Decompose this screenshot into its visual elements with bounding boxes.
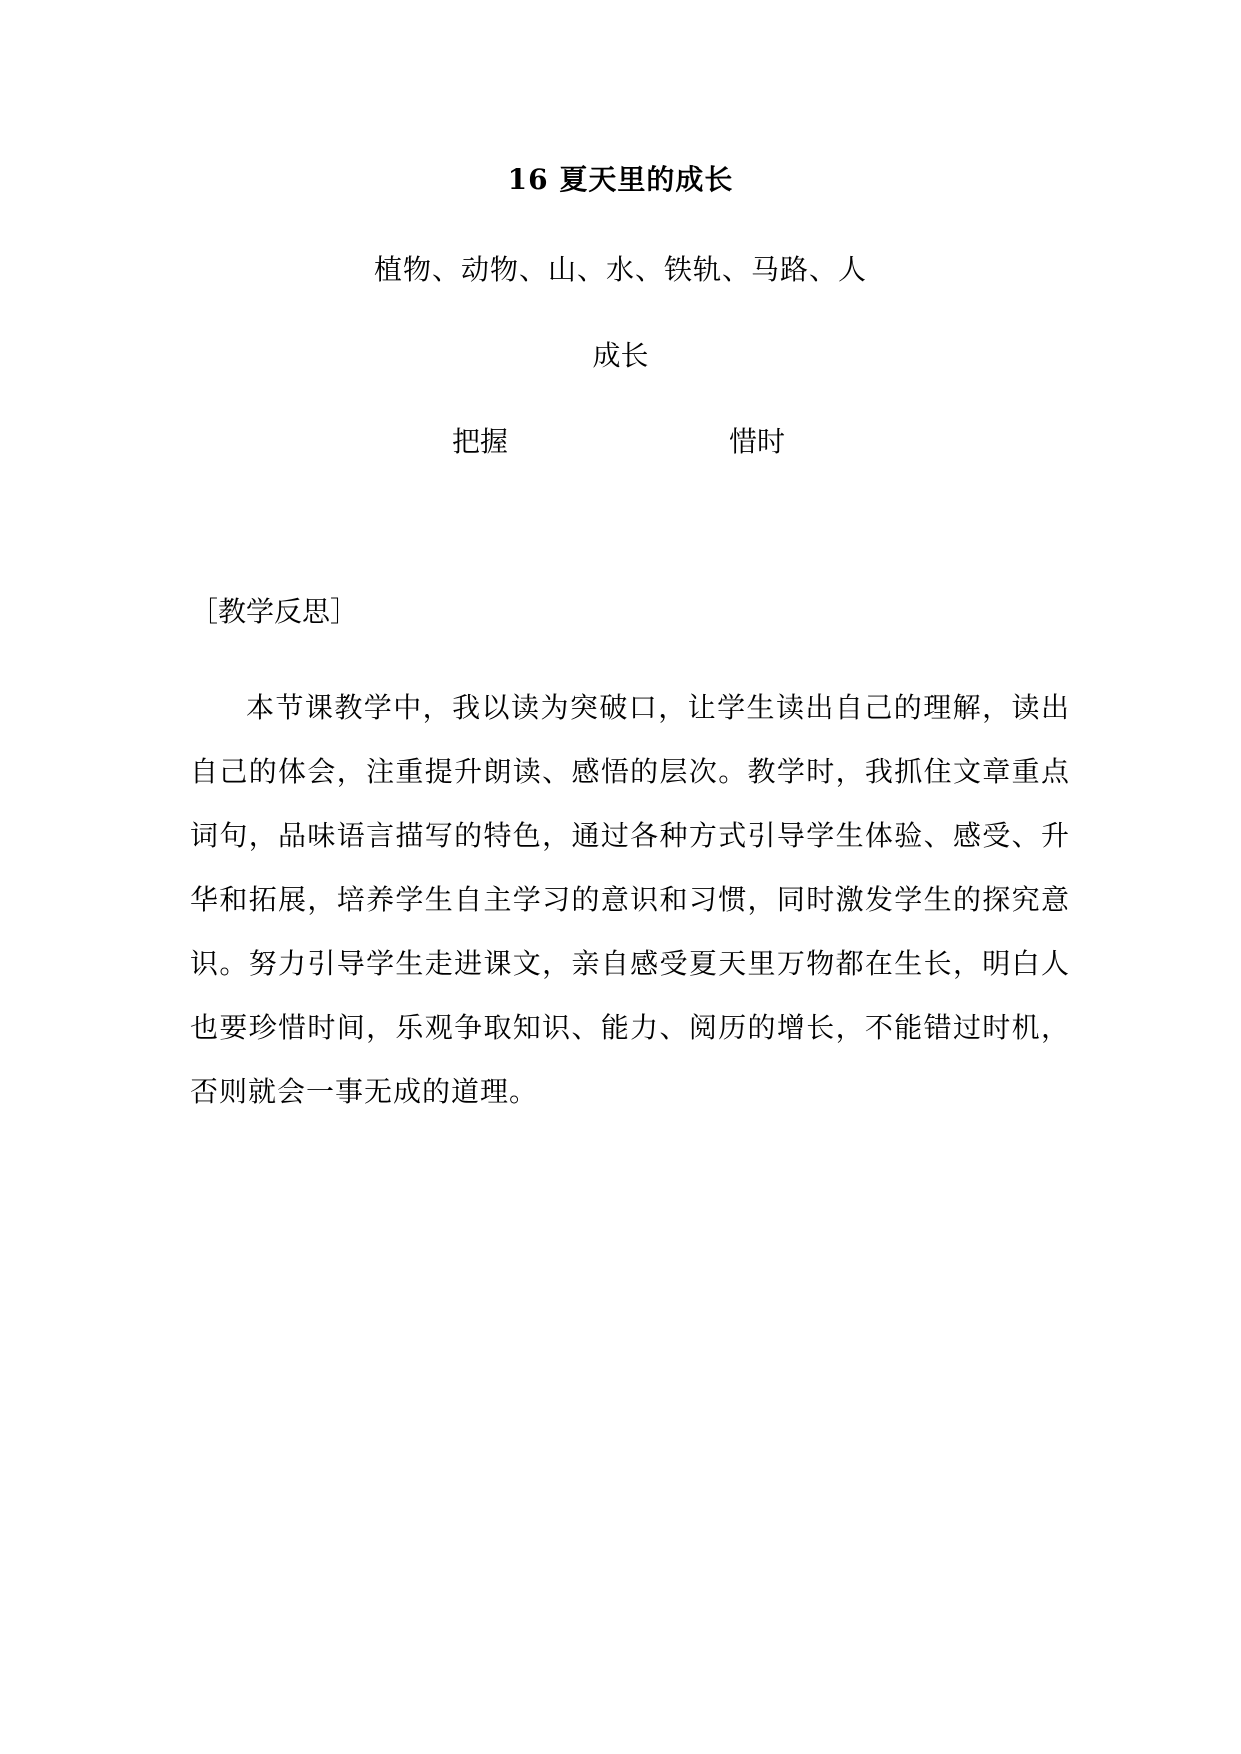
- board-word-pair: [0, 422, 1241, 462]
- board-word-grasp: 把握: [452, 425, 509, 458]
- reflection-heading: ［教学反思］: [190, 595, 359, 628]
- reflection-paragraph: 本节课教学中，我以读为突破口，让学生读出自己的理解，读出自己的体会，注重提升朗读、感悟的层次。教学时，我抓住文章重点词句，品味语言描写的特色，通过各种方式引导学生体验、感受、升华和拓展，培养学生自主学习的意识和习惯，同时激发学生的探究意识。努力引导学生走进课文，亲自感受夏天里万物都在生长，明白人也要珍惜时间，乐观争取知识、能力、阅历的增长，不能错过时机，否则就会一事无成的道理。: [190, 691, 1070, 1108]
- board-line-growth: 成长: [592, 339, 649, 372]
- page-title: 16 夏天里的成长: [507, 163, 734, 196]
- board-line-subjects: 植物、动物、山、水、铁轨、马路、人: [373, 253, 867, 286]
- board-word-cherish-time: 惜时: [729, 425, 786, 458]
